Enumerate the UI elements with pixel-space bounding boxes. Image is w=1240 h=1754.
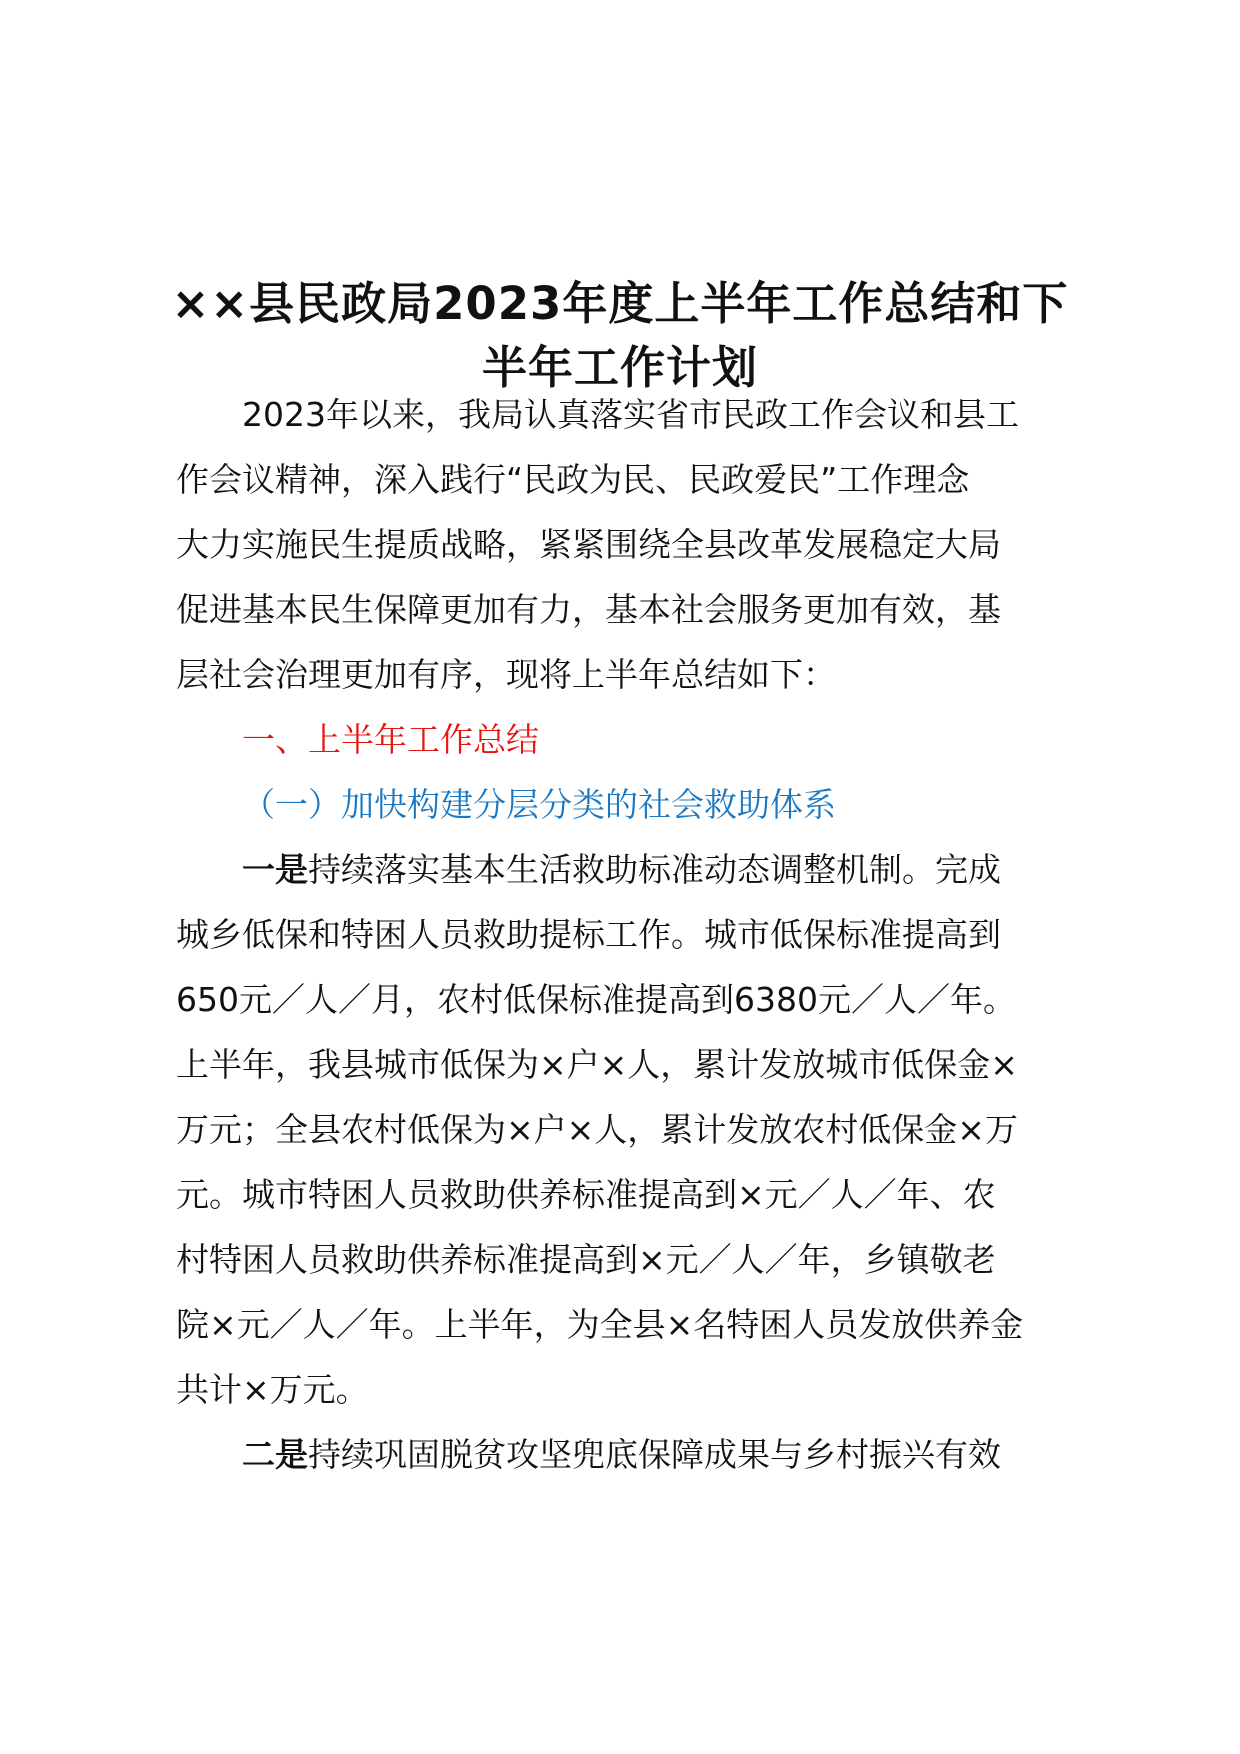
paragraph-line: 元。城市特困人员救助供养标准提高到×元／人／年、农 [176,1175,996,1214]
paragraph-lead: 二是 [242,1435,308,1474]
document-title [120,272,1120,400]
paragraph-lead: 一是 [242,850,308,889]
intro-line: 促进基本民生保障更加有力，基本社会服务更加有效，基 [176,590,1001,629]
paragraph-line: 村特困人员救助供养标准提高到×元／人／年，乡镇敬老 [176,1240,996,1279]
paragraph-line [176,837,1116,902]
section-heading: 一、上半年工作总结 [242,720,539,759]
subsection-heading: （一）加快构建分层分类的社会救助体系 [242,785,836,824]
paragraph-line [176,1422,1116,1487]
paragraph-text: 持续落实基本生活救助标准动态调整机制。完成 [308,850,1001,889]
intro-line: 层社会治理更加有序，现将上半年总结如下： [176,655,836,694]
intro-line: 大力实施民生提质战略，紧紧围绕全县改革发展稳定大局 [176,525,1001,564]
intro-line: 作会议精神，深入践行“民政为民、民政爱民”工作理念 [176,460,970,499]
intro-line: 2023年以来，我局认真落实省市民政工作会议和县工 [242,395,1019,434]
title-line-2: 半年工作计划 [481,341,758,394]
document-body [176,382,1116,1487]
paragraph-line: 共计×万元。 [176,1370,369,1409]
paragraph-line: 万元；全县农村低保为×户×人，累计发放农村低保金×万 [176,1110,1018,1149]
paragraph-line: 上半年，我县城市低保为×户×人，累计发放城市低保金× [176,1045,1018,1084]
paragraph-line: 650元／人／月，农村低保标准提高到6380元／人／年。 [176,980,1016,1019]
paragraph-text: 持续巩固脱贫攻坚兜底保障成果与乡村振兴有效 [308,1435,1001,1474]
paragraph-line: 院×元／人／年。上半年，为全县×名特困人员发放供养金 [176,1305,1024,1344]
title-line-1: ××县民政局2023年度上半年工作总结和下 [171,277,1069,330]
paragraph-line: 城乡低保和特困人员救助提标工作。城市低保标准提高到 [176,915,1001,954]
